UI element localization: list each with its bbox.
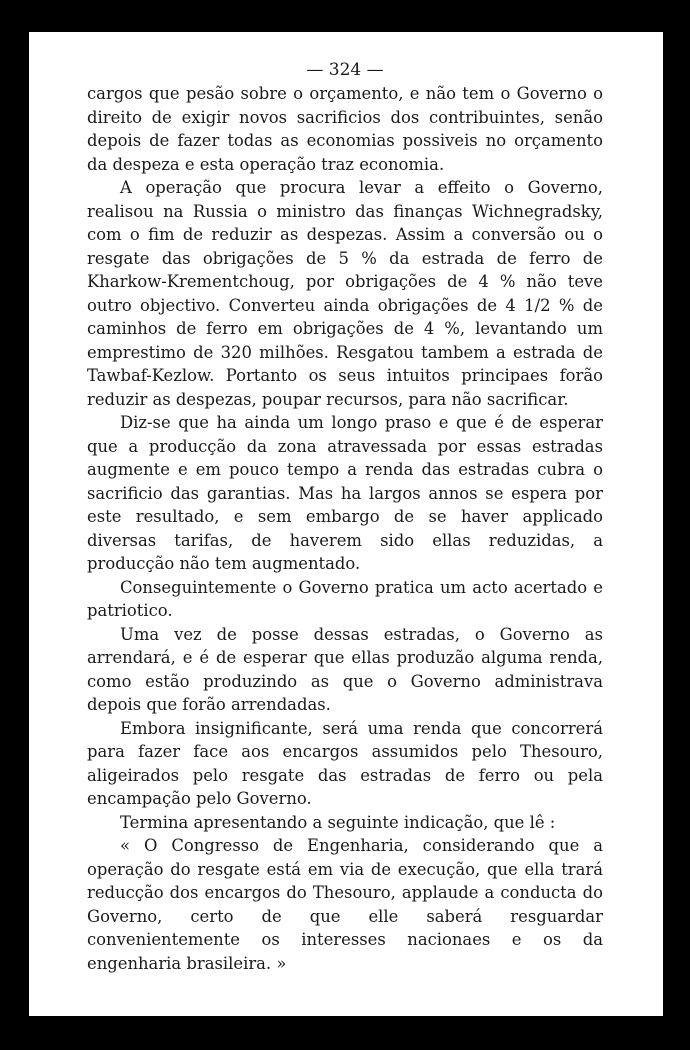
paragraph-patriotic-act: Conseguintemente o Governo pratica um acto acertado e patriotico. (87, 577, 603, 620)
paragraph-indication-intro: Termina apresentando a seguinte indicação, que lê : (120, 812, 556, 832)
book-page (87, 58, 603, 975)
paragraph-russia-conversion: A operação que procura levar a effeito o Governo, realisou na Russia o ministro das finanças Wichnegradsky, com o fim de reduzir as despezas. Assim a conversão ou o resgate das obrigações de 5 % da estrada de ferro de Kharkow-Krementchoug, por obrigações de 4 % não teve outro objectivo. Converteu ainda obrigações de 4 1/2 % de caminhos de ferro em obrigações de 4 %, levantando um emprestimo de 320 milhões. Resgatou tambem a estrada de Tawbaf-Kezlow. Portanto os seus intuitos principaes forão reduzir as despezas, poupar recursos, para não sacrificar. (87, 178, 603, 409)
paragraph-continuation: cargos que pesão sobre o orçamento, e não tem o Governo o direito de exigir novos sacrificios dos contribuintes, senão depois de fazer todas as economias possiveis no orçamento da despeza e esta operação traz economia. (87, 84, 603, 174)
page-number: — 324 — (306, 60, 384, 80)
paragraph-lease-roads: Uma vez de posse dessas estradas, o Governo as arrendará, e é de esperar que ellas produzão alguma renda, como estão produzindo as que o Governo administrava depois que forão arrendadas. (87, 624, 603, 714)
paragraph-production-zone: Diz-se que ha ainda um longo praso e que é de esperar que a producção da zona atravessada por essas estradas augmente e em pouco tempo a renda das estradas cubra o sacrificio das garantias. Mas ha largos annos se espera por este resultado, e sem embargo de se haver applicado diversas tarifas, de haverem sido ellas reduzidas, a producção não tem augmentado. (87, 413, 603, 573)
paragraph-insignificant-income: Embora insignificante, será uma renda que concorrerá para fazer face aos encargos assumidos pelo Thesouro, aligeirados pelo resgate das estradas de ferro ou pela encampação pelo Governo. (87, 718, 603, 808)
paragraph-congress-quote: « O Congresso de Engenharia, considerando que a operação do resgate está em via de execução, que ella trará reducção dos encargos do Thesouro, applaude a conducta do Governo, certo de que elle saberá resguardar convenientemente os interesses nacionaes e os da engenharia brasileira. » (87, 836, 603, 973)
